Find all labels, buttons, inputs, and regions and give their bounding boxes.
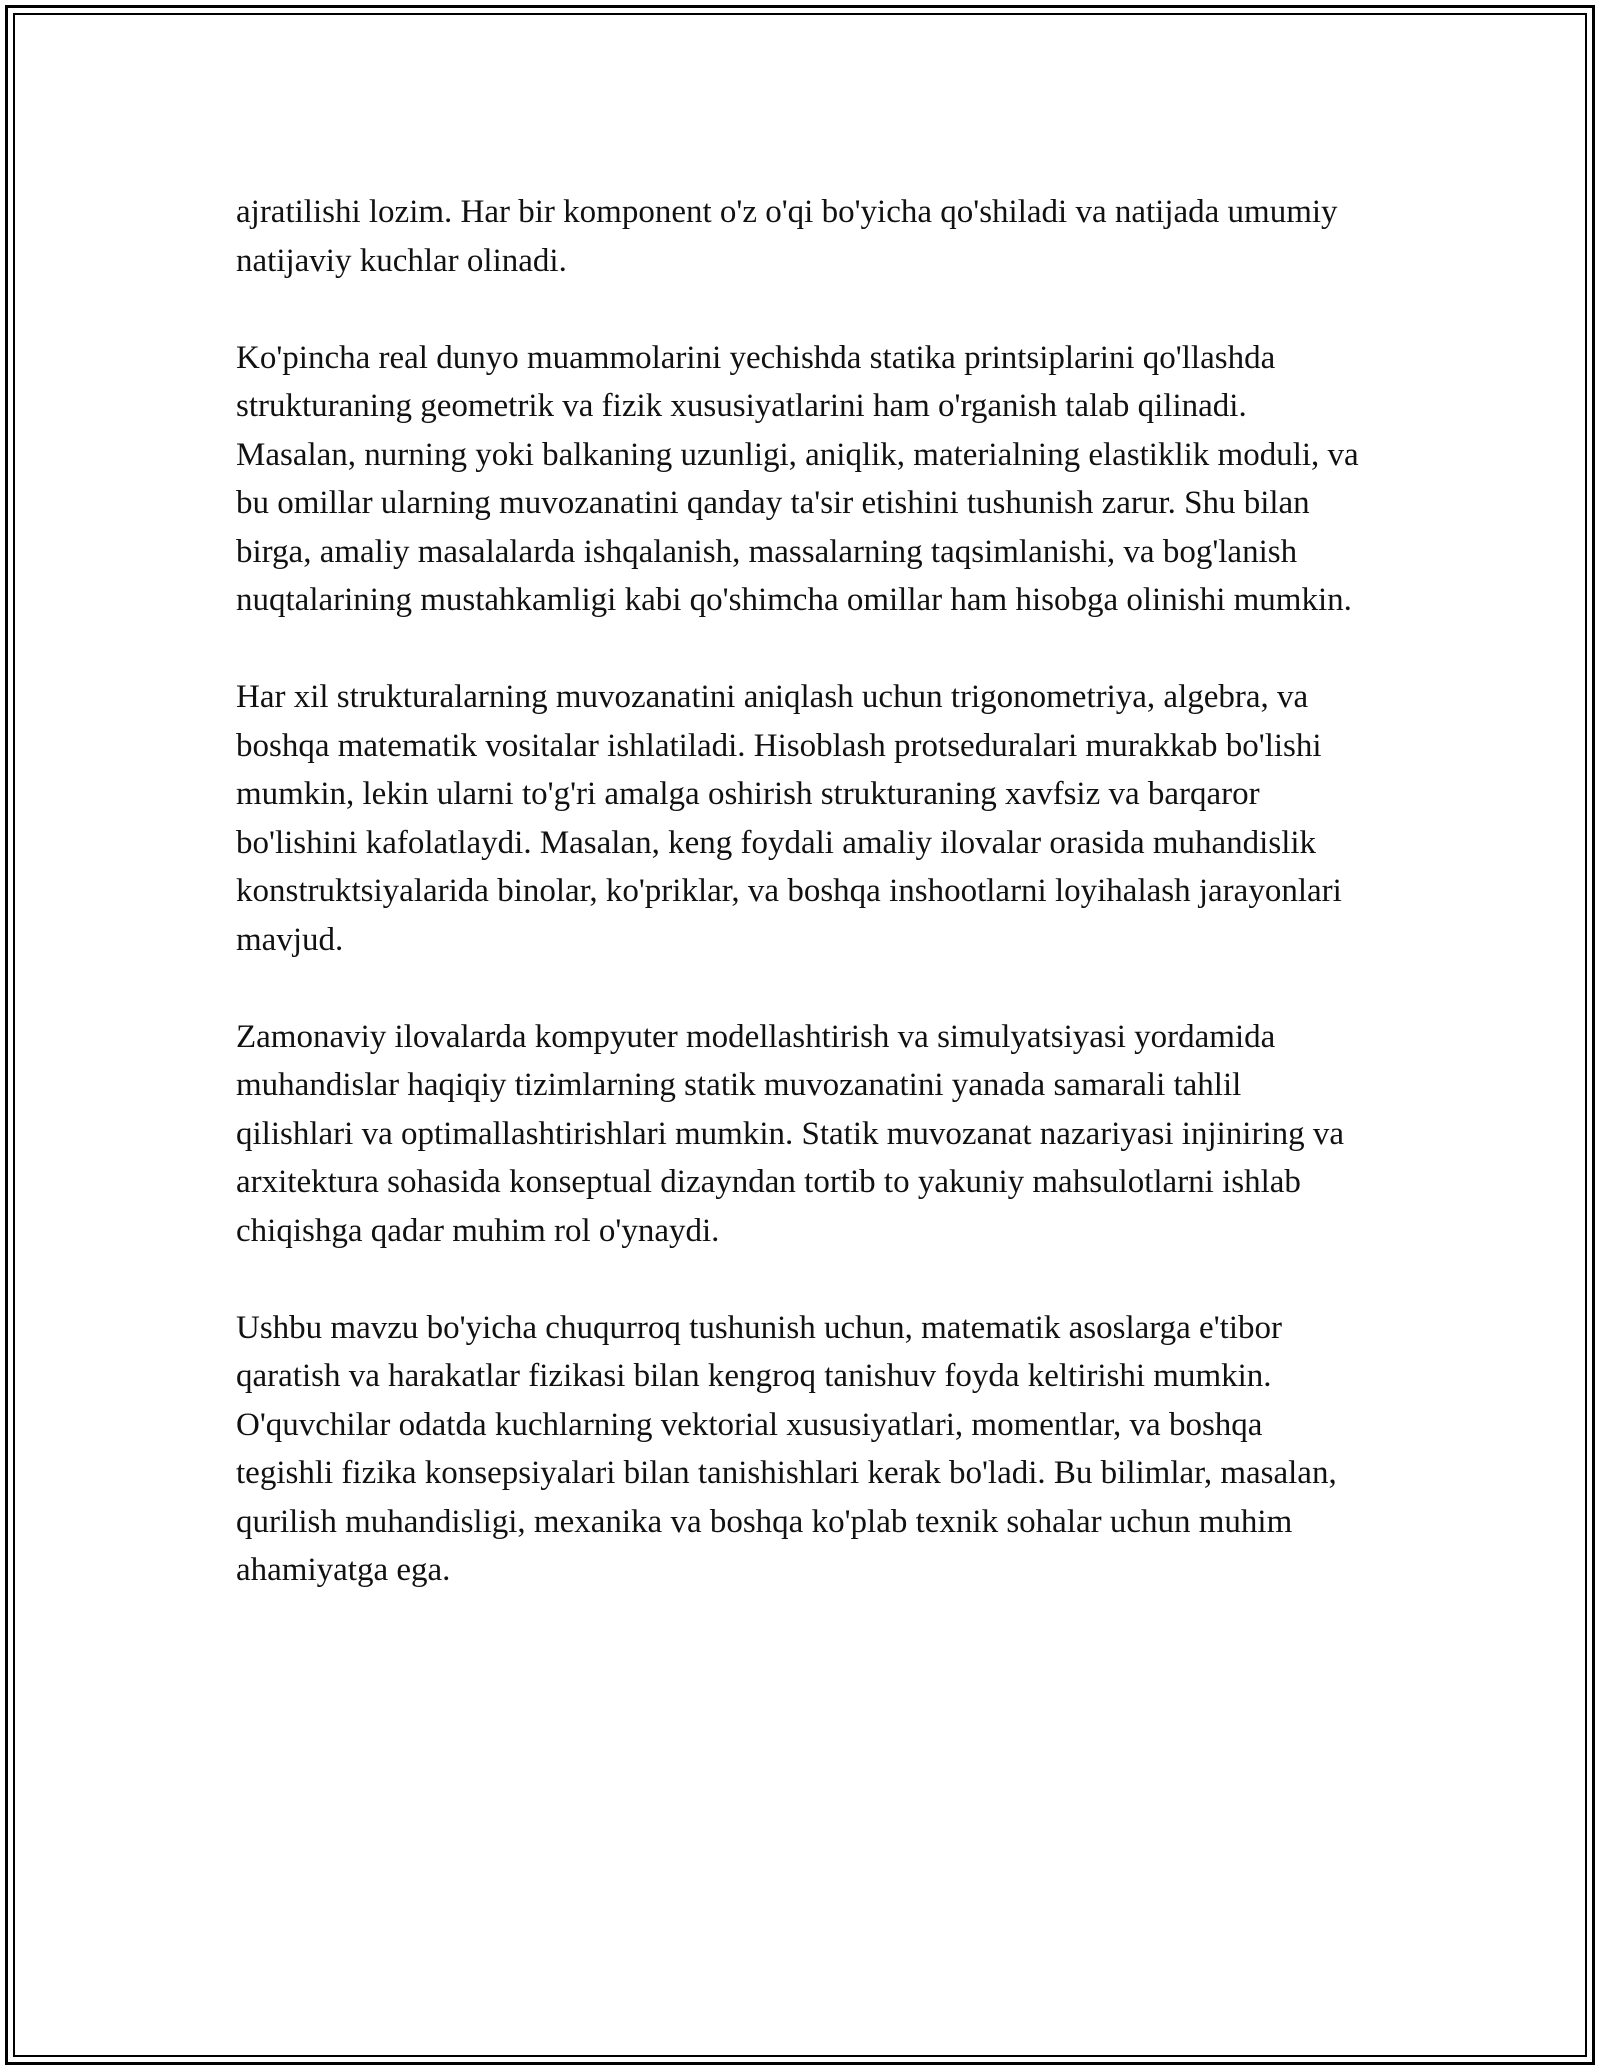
paragraph-4: Zamonaviy ilovalarda kompyuter modellashtirish va simulyatsiyasi yordamida muhandislar haqiqiy tizimlarning statik muvozanatini yanada samarali tahlil qilishlari va optimallashtirishlari mumkin. Statik muvozanat nazariyasi injiniring va arxitektura sohasida konseptual dizayndan tortib to yakuniy mahsulotlarni ishlab chiqishga qadar muhim rol o'ynaydi. <box>236 1018 1345 1249</box>
paragraph-5: Ushbu mavzu bo'yicha chuqurroq tushunish uchun, matematik asoslarga e'tibor qaratish va harakatlar fizikasi bilan kengroq tanishuv foyda keltirishi mumkin. O'quvchilar odatda kuchlarning vektorial xususiyatlari, momentlar, va boshqa tegishli fizika konsepsiyalari bilan tanishishlari kerak bo'ladi. Bu bilimlar, masalan, qurilish muhandisligi, mexanika va boshqa ko'plab texnik sohalar uchun muhim ahamiyatga ega. <box>236 1309 1337 1588</box>
document-body <box>236 188 1366 1643</box>
paragraph-3: Har xil strukturalarning muvozanatini aniqlash uchun trigonometriya, algebra, va boshqa matematik vositalar ishlatiladi. Hisoblash protseduralari murakkab bo'lishi mumkin, lekin ularni to'g'ri amalga oshirish strukturaning xavfsiz va barqaror bo'lishini kafolatlaydi. Masalan, keng foydali amaliy ilovalar orasida muhandislik konstruktsiyalarida binolar, ko'priklar, va boshqa inshootlarni loyihalash jarayonlari mavjud. <box>236 679 1342 958</box>
paragraph-2: Ko'pincha real dunyo muammolarini yechishda statika printsiplarini qo'llashda strukturaning geometrik va fizik xususiyatlarini ham o'rganish talab qilinadi. Masalan, nurning yoki balkaning uzunligi, aniqlik, materialning elastiklik moduli, va bu omillar ularning muvozanatini qanday ta'sir etishini tushunish zarur. Shu bilan birga, amaliy masalalarda ishqalanish, massalarning taqsimlanishi, va bog'lanish nuqtalarining mustahkamligi kabi qo'shimcha omillar ham hisobga olinishi mumkin. <box>236 339 1359 618</box>
paragraph-1: ajratilishi lozim. Har bir komponent o'z o'qi bo'yicha qo'shiladi va natijada umumiy natijaviy kuchlar olinadi. <box>236 194 1338 279</box>
